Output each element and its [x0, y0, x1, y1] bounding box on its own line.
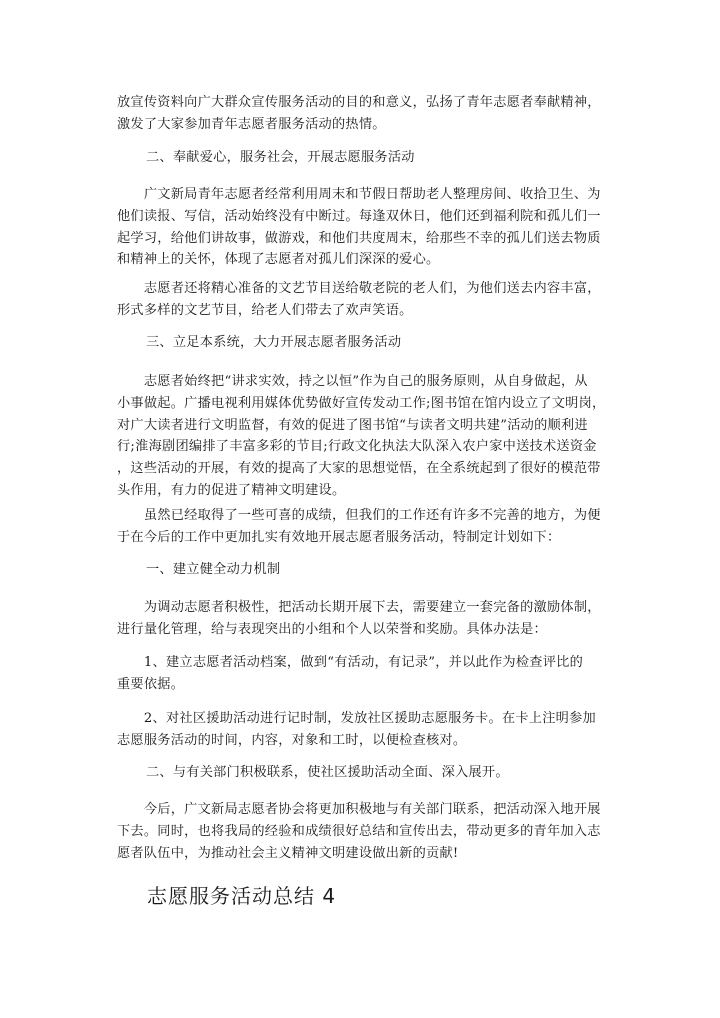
text-line: 头作用，有力的促进了精神文明建设。 — [117, 482, 346, 498]
text-line: 行;淮海剧团编排了丰富多彩的节目;行政文化执法大队深入农户家中送技术送资金 — [117, 439, 597, 455]
text-line: 重要依据。 — [117, 676, 185, 692]
plan-heading: 一、建立健全动力机制 — [146, 562, 281, 577]
text-line: 志愿者还将精心准备的文艺节目送给敬老院的老人们，为他们送去内容丰富， — [117, 281, 601, 296]
text-line: 2、对社区援助活动进行记时制，发放社区援助志愿服务卡。在卡上注明参加 — [117, 711, 596, 726]
paragraph — [117, 184, 677, 271]
text-line: 对广大读者进行文明监督，有效的促进了图书馆“与读者文明共建”活动的顺利进 — [117, 417, 588, 433]
list-item — [117, 708, 677, 752]
text-line: 进行量化管理，给与表现突出的小组和个人以荣誉和奖励。具体办法是： — [117, 621, 547, 637]
text-line: 形式多样的文艺节目，给老人们带去了欢声笑语。 — [117, 302, 413, 318]
paragraph — [117, 278, 677, 322]
paragraph — [117, 505, 677, 549]
intro-paragraph — [117, 92, 677, 136]
text-line: 他们读报、写信，活动始终没有中断过。每逢双休日，他们还到福利院和孤儿们一 — [117, 208, 601, 224]
section-heading: 三、立足本系统，大力开展志愿者服务活动 — [146, 335, 402, 350]
section-heading: 二、奉献爱心，服务社会，开展志愿服务活动 — [146, 150, 415, 165]
text-line: 下去。同时，也将我局的经验和成绩很好总结和宣传出去，带动更多的青年加入志 — [117, 823, 601, 839]
text-line: 起学习，给他们讲故事，做游戏，和他们共度周末，给那些不幸的孤儿们送去物质 — [117, 230, 601, 246]
text-line: 为调动志愿者积极性，把活动长期开展下去，需要建立一套完备的激励体制， — [117, 600, 601, 615]
text-line: 1、建立志愿者活动档案，做到“有活动，有记录”，并以此作为检查评比的 — [117, 655, 584, 670]
text-line: 广文新局青年志愿者经常利用周末和节假日帮助老人整理房间、收拾卫生、为 — [117, 187, 601, 202]
plan-heading: 二、与有关部门积极联系，使社区援助活动全面、深入展开。 — [146, 765, 509, 780]
text-line: 激发了大家参加青年志愿者服务活动的热情。 — [117, 116, 386, 132]
text-line: 愿者队伍中，为推动社会主义精神文明建设做出新的贡献! — [117, 845, 459, 861]
section-title: 志愿服务活动总结 4 — [147, 884, 337, 908]
text-line: 志愿服务活动的时间，内容，对象和工时，以便检查核对。 — [117, 732, 467, 748]
text-line: 小事做起。广播电视利用媒体优势做好宣传发动工作;图书馆在馆内设立了文明岗， — [117, 395, 606, 411]
text-line: 和精神上的关怀，体现了志愿者对孤儿们深深的爱心。 — [117, 252, 440, 268]
text-line: 放宣传资料向广大群众宣传服务活动的目的和意义，弘扬了青年志愿者奉献精神， — [117, 95, 601, 110]
paragraph — [117, 799, 677, 864]
text-line: ，这些活动的开展，有效的提高了大家的思想觉悟，在全系统起到了很好的模范带 — [117, 461, 601, 477]
text-line: 虽然已经取得了一些可喜的成绩，但我们的工作还有许多不完善的地方，为便 — [117, 508, 601, 523]
text-line: 志愿者始终把“讲求实效，持之以恒”作为自己的服务原则，从自身做起，从 — [117, 374, 588, 389]
paragraph — [117, 597, 677, 641]
text-line: 今后，广文新局志愿者协会将更加积极地与有关部门联系，把活动深入地开展 — [117, 802, 601, 817]
paragraph — [117, 371, 677, 502]
text-line: 于在今后的工作中更加扎实有效地开展志愿者服务活动，特制定计划如下： — [117, 529, 561, 545]
list-item — [117, 652, 677, 696]
